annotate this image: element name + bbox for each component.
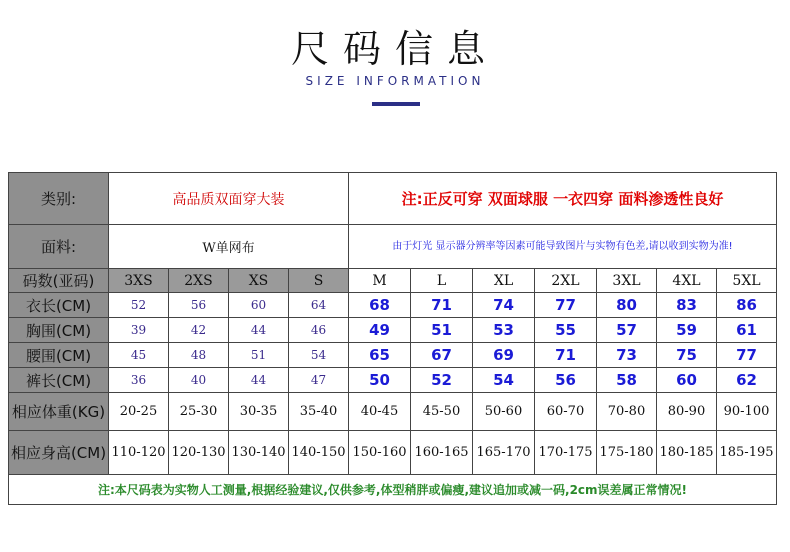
- table-row: [9, 293, 777, 318]
- table-cell: 74: [473, 293, 535, 318]
- table-cell: 52: [411, 368, 473, 393]
- fabric-value: W单网布: [109, 225, 349, 269]
- table-cell: 49: [349, 318, 411, 343]
- table-cell: 54: [473, 368, 535, 393]
- table-cell: 110-120: [109, 431, 169, 475]
- size-3xs: 3XS: [109, 269, 169, 293]
- category-row: [9, 173, 777, 225]
- table-cell: 150-160: [349, 431, 411, 475]
- table-cell: 40: [169, 368, 229, 393]
- table-cell: 67: [411, 343, 473, 368]
- table-cell: 170-175: [535, 431, 597, 475]
- size-m: M: [349, 269, 411, 293]
- size-header-row: [9, 269, 777, 293]
- product-note: 注:正反可穿 双面球服 一衣四穿 面料渗透性良好: [349, 173, 777, 225]
- size-4xl: 4XL: [657, 269, 717, 293]
- table-cell: 52: [109, 293, 169, 318]
- table-cell: 45: [109, 343, 169, 368]
- table-cell: 51: [229, 343, 289, 368]
- table-row: [9, 343, 777, 368]
- table-cell: 57: [597, 318, 657, 343]
- table-cell: 83: [657, 293, 717, 318]
- footnote-row: [9, 475, 777, 505]
- table-cell: 60: [657, 368, 717, 393]
- table-cell: 48: [169, 343, 229, 368]
- table-cell: 46: [289, 318, 349, 343]
- table-cell: 165-170: [473, 431, 535, 475]
- weight-row: [9, 393, 777, 431]
- table-cell: 45-50: [411, 393, 473, 431]
- title-underline: [372, 102, 420, 106]
- page-title: 尺码信息: [290, 27, 499, 71]
- table-cell: 44: [229, 368, 289, 393]
- fabric-label: 面料:: [9, 225, 109, 269]
- size-3xl: 3XL: [597, 269, 657, 293]
- table-cell: 68: [349, 293, 411, 318]
- size-l: L: [411, 269, 473, 293]
- fabric-row: [9, 225, 777, 269]
- table-cell: 56: [535, 368, 597, 393]
- table-cell: 64: [289, 293, 349, 318]
- row-label-length: 衣长(CM): [9, 293, 109, 318]
- table-cell: 75: [657, 343, 717, 368]
- table-cell: 73: [597, 343, 657, 368]
- table-cell: 77: [535, 293, 597, 318]
- page-header: [0, 0, 790, 150]
- category-value: 高品质双面穿大装: [109, 173, 349, 225]
- size-header-label: 码数(亚码): [9, 269, 109, 293]
- table-cell: 53: [473, 318, 535, 343]
- row-label-chest: 胸围(CM): [9, 318, 109, 343]
- table-cell: 44: [229, 318, 289, 343]
- table-cell: 80: [597, 293, 657, 318]
- table-cell: 40-45: [349, 393, 411, 431]
- table-cell: 65: [349, 343, 411, 368]
- row-label-pants-length: 裤长(CM): [9, 368, 109, 393]
- table-cell: 140-150: [289, 431, 349, 475]
- table-cell: 54: [289, 343, 349, 368]
- table-cell: 60: [229, 293, 289, 318]
- table-cell: 61: [717, 318, 777, 343]
- category-label: 类别:: [9, 173, 109, 225]
- table-cell: 77: [717, 343, 777, 368]
- table-cell: 60-70: [535, 393, 597, 431]
- row-label-waist: 腰围(CM): [9, 343, 109, 368]
- table-cell: 51: [411, 318, 473, 343]
- table-cell: 35-40: [289, 393, 349, 431]
- table-cell: 50-60: [473, 393, 535, 431]
- table-cell: 50: [349, 368, 411, 393]
- table-cell: 86: [717, 293, 777, 318]
- table-cell: 160-165: [411, 431, 473, 475]
- table-cell: 30-35: [229, 393, 289, 431]
- table-cell: 59: [657, 318, 717, 343]
- page-subtitle: SIZE INFORMATION: [305, 74, 485, 88]
- size-2xs: 2XS: [169, 269, 229, 293]
- table-cell: 42: [169, 318, 229, 343]
- size-5xl: 5XL: [717, 269, 777, 293]
- weight-label: 相应体重(KG): [9, 393, 109, 431]
- table-cell: 71: [411, 293, 473, 318]
- size-chart-table: [8, 172, 777, 505]
- table-cell: 90-100: [717, 393, 777, 431]
- table-cell: 58: [597, 368, 657, 393]
- table-cell: 47: [289, 368, 349, 393]
- table-cell: 80-90: [657, 393, 717, 431]
- color-disclaimer: 由于灯光 显示器分辨率等因素可能导致图片与实物有色差,请以收到实物为准!: [349, 225, 777, 269]
- table-cell: 71: [535, 343, 597, 368]
- footnote: 注:本尺码表为实物人工测量,根据经验建议,仅供参考,体型稍胖或偏瘦,建议追加或减一码,2cm误差属正常情况!: [9, 475, 777, 505]
- height-label: 相应身高(CM): [9, 431, 109, 475]
- table-cell: 20-25: [109, 393, 169, 431]
- size-2xl: 2XL: [535, 269, 597, 293]
- table-cell: 69: [473, 343, 535, 368]
- table-cell: 55: [535, 318, 597, 343]
- table-cell: 70-80: [597, 393, 657, 431]
- table-cell: 185-195: [717, 431, 777, 475]
- table-cell: 36: [109, 368, 169, 393]
- height-row: [9, 431, 777, 475]
- table-cell: 120-130: [169, 431, 229, 475]
- table-row: [9, 368, 777, 393]
- table-cell: 180-185: [657, 431, 717, 475]
- table-cell: 130-140: [229, 431, 289, 475]
- table-cell: 62: [717, 368, 777, 393]
- size-xl: XL: [473, 269, 535, 293]
- table-cell: 175-180: [597, 431, 657, 475]
- size-s: S: [289, 269, 349, 293]
- table-cell: 25-30: [169, 393, 229, 431]
- table-cell: 39: [109, 318, 169, 343]
- table-cell: 56: [169, 293, 229, 318]
- size-xs: XS: [229, 269, 289, 293]
- table-row: [9, 318, 777, 343]
